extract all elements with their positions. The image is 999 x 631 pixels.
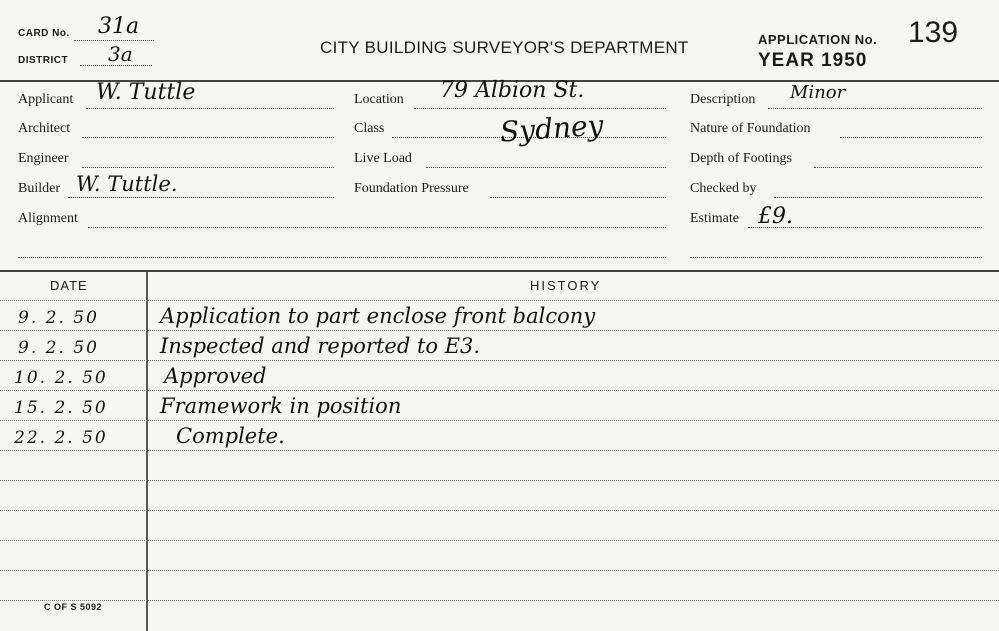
history-row-date: 10. 2. 50 <box>14 368 108 388</box>
history-rule-line <box>0 360 999 361</box>
history-row-date: 9. 2. 50 <box>18 338 99 358</box>
department-title: CITY BUILDING SURVEYOR'S DEPARTMENT <box>320 38 689 57</box>
description-line <box>768 108 982 109</box>
history-rule-line <box>0 420 999 421</box>
builder-label: Builder <box>18 181 60 196</box>
architect-line <box>82 137 334 138</box>
checked-by-label: Checked by <box>690 181 757 196</box>
history-row-entry: Framework in position <box>160 394 402 418</box>
history-rule <box>0 270 999 272</box>
engineer-line <box>82 167 334 168</box>
history-row-date: 9. 2. 50 <box>18 308 99 328</box>
depth-of-footings-line <box>814 167 982 168</box>
history-rule-line <box>0 600 999 601</box>
form-code: C OF S 5092 <box>44 602 103 612</box>
alignment-line-2 <box>18 257 666 258</box>
history-rule-line <box>0 450 999 451</box>
history-row-entry: Inspected and reported to E3. <box>160 334 481 358</box>
foundation-pressure-label: Foundation Pressure <box>354 181 469 196</box>
history-rule-line <box>0 510 999 511</box>
location-line <box>414 108 666 109</box>
builder-line <box>68 197 334 198</box>
history-row-date: 22. 2. 50 <box>14 428 108 448</box>
history-row-entry: Approved <box>164 364 267 388</box>
history-rule-line <box>0 540 999 541</box>
card-no-line <box>74 40 154 41</box>
engineer-label: Engineer <box>18 151 69 166</box>
estimate-label: Estimate <box>690 211 739 226</box>
estimate-line-2 <box>690 257 982 258</box>
history-row-entry: Complete. <box>176 424 285 448</box>
depth-of-footings-label: Depth of Footings <box>690 151 792 166</box>
applicant-line <box>86 108 334 109</box>
application-label: APPLICATION No. <box>758 32 878 47</box>
nature-of-foundation-line <box>840 137 982 138</box>
year-label: YEAR 1950 <box>758 50 868 71</box>
class-value: Sydney <box>498 108 605 149</box>
card-no-value: 31a <box>98 14 140 39</box>
district-label: DISTRICT <box>18 55 69 66</box>
history-rule-line <box>0 570 999 571</box>
history-row-date: 15. 2. 50 <box>14 398 108 418</box>
checked-by-line <box>774 197 982 198</box>
alignment-label: Alignment <box>18 211 78 226</box>
architect-label: Architect <box>18 121 71 136</box>
alignment-line <box>88 227 666 228</box>
description-value: Minor <box>790 82 846 103</box>
builder-value: W. Tuttle. <box>76 172 178 196</box>
history-rule-line <box>0 300 999 301</box>
history-rule-line <box>0 480 999 481</box>
estimate-value: £9. <box>758 204 793 229</box>
nature-of-foundation-label: Nature of Foundation <box>690 121 811 136</box>
history-header: HISTORY <box>530 278 602 293</box>
location-label: Location <box>354 92 404 107</box>
description-label: Description <box>690 92 756 107</box>
history-rule-line <box>0 330 999 331</box>
foundation-pressure-line <box>490 197 666 198</box>
class-label: Class <box>354 121 385 136</box>
history-rule-line <box>0 390 999 391</box>
live-load-line <box>426 167 666 168</box>
card-no-label: CARD No. <box>18 28 70 39</box>
history-column-divider <box>146 272 148 631</box>
location-value: 79 Albion St. <box>440 78 585 103</box>
live-load-label: Live Load <box>354 151 412 166</box>
application-value: 139 <box>908 16 959 49</box>
applicant-value: W. Tuttle <box>96 80 196 105</box>
history-row-entry: Application to part enclose front balcony <box>160 304 596 328</box>
applicant-label: Applicant <box>18 92 74 107</box>
district-value: 3a <box>108 42 133 66</box>
date-header: DATE <box>50 278 88 293</box>
